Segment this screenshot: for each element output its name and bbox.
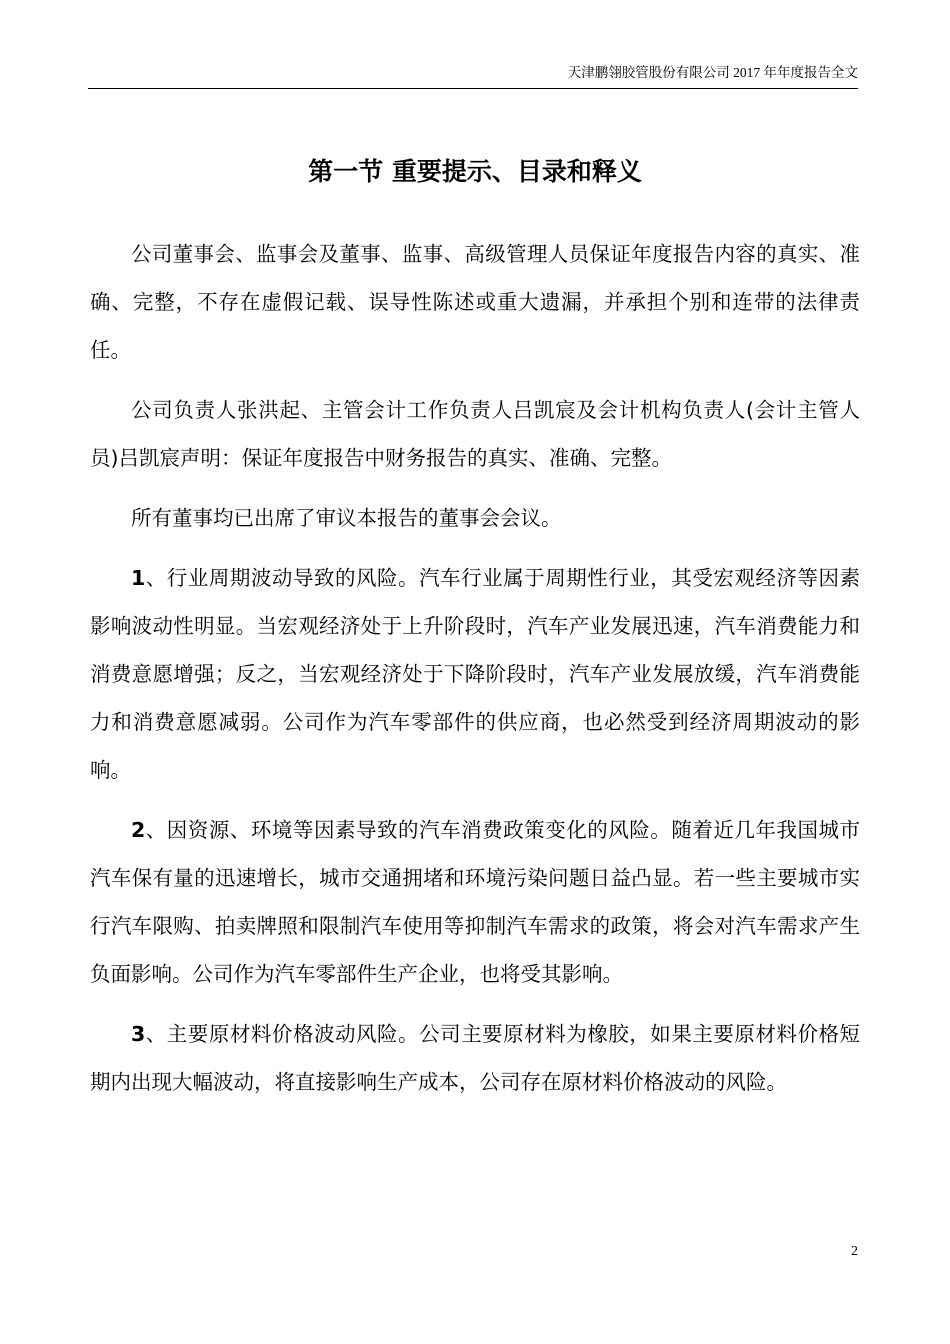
risk-item-1: [90, 554, 860, 794]
paragraph-attendance: 所有董事均已出席了审议本报告的董事会会议。: [131, 506, 562, 530]
page-number: 2: [851, 1244, 858, 1259]
page-header: [88, 58, 858, 89]
risk-text: 、因资源、环境等因素导致的汽车消费政策变化的风险。随着近几年我国城市汽车保有量的迅速增长，城市交通拥堵和环境污染问题日益凸显。若一些主要城市实行汽车限购、拍卖牌照和限制汽车使用等抑制汽车需求的政策，将会对汽车需求产生负面影响。公司作为汽车零部件生产企业，也将受其影响。: [90, 818, 860, 986]
paragraph-declaration: 公司负责人张洪起、主管会计工作负责人吕凯宸及会计机构负责人(会计主管人员)吕凯宸声明：保证年度报告中财务报告的真实、准确、完整。: [90, 398, 860, 470]
risk-number: 2: [131, 818, 146, 842]
risk-text: 、主要原材料价格波动风险。公司主要原材料为橡胶，如果主要原材料价格短期内出现大幅波动，将直接影响生产成本，公司存在原材料价格波动的风险。: [90, 1022, 860, 1094]
document-body: [90, 230, 860, 1118]
running-title: 天津鹏翎胶管股份有限公司 2017 年年度报告全文: [567, 65, 858, 80]
paragraph-responsibility: 公司董事会、监事会及董事、监事、高级管理人员保证年度报告内容的真实、准确、完整，不存在虚假记载、误导性陈述或重大遗漏，并承担个别和连带的法律责任。: [90, 242, 860, 362]
risk-item-3: [90, 1010, 860, 1106]
risk-number: 3: [131, 1022, 146, 1046]
risk-number: 1: [131, 566, 146, 590]
risk-text: 、行业周期波动导致的风险。汽车行业属于周期性行业，其受宏观经济等因素影响波动性明显。当宏观经济处于上升阶段时，汽车产业发展迅速，汽车消费能力和消费意愿增强；反之，当宏观经济处于下降阶段时，汽车产业发展放缓，汽车消费能力和消费意愿减弱。公司作为汽车零部件的供应商，也必然受到经济周期波动的影响。: [90, 566, 860, 782]
section-title: 第一节 重要提示、目录和释义: [308, 157, 642, 186]
risk-item-2: [90, 806, 860, 998]
